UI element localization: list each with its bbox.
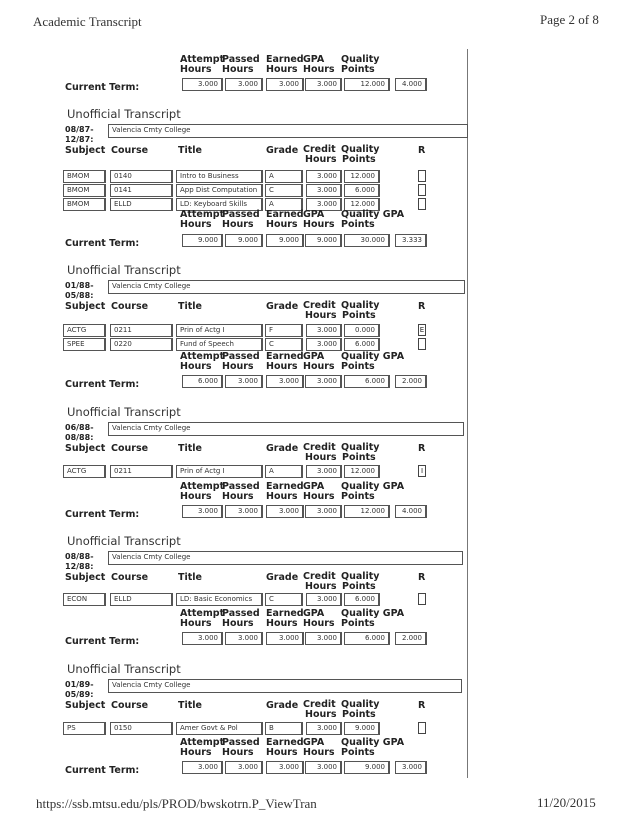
gpa-hours-header [303,55,335,75]
earned-hours-value: 3.000 [266,632,304,645]
quality-points-header [341,609,404,629]
gpa-hours-value: 3.000 [305,761,342,774]
section-title: Unofficial Transcript [67,662,181,676]
earned-hours-header-line: Hours [266,618,298,629]
attempt-hours-value: 3.000 [182,78,223,91]
passed-hours-header [222,55,260,75]
course-quality-points: 12.000 [344,465,380,478]
credit-hours-header-line: Hours [305,154,337,165]
quality-points-header [341,443,380,463]
current-term-label: Current Term: [65,636,140,647]
gpa-hours-value: 9.000 [305,234,342,247]
course-quality-points: 0.000 [344,324,380,337]
course-header: Course [111,700,149,711]
page-header-title: Academic Transcript [33,14,142,29]
institution-field: Valencia Cmty College [108,422,464,436]
gpa-hours-header-line: Hours [303,491,335,502]
attempt-hours-header [180,55,224,75]
quality-points-header [341,700,380,720]
term-dates [65,423,94,443]
course-header: Course [111,572,149,583]
quality-points-header-line: Points [342,452,376,463]
course-title: Intro to Business [176,170,263,183]
course-number: 0150 [110,722,173,735]
quality-points-value: 6.000 [344,632,390,645]
quality-points-header-line: Points [341,491,375,502]
quality-points-value: 12.000 [344,505,390,518]
passed-hours-header-line: Hours [222,618,254,629]
gpa-hours-header [303,352,335,372]
earned-hours-header-line: Hours [266,491,298,502]
course-credit-hours: 3.000 [306,465,342,478]
earned-hours-header-line: Earned [266,737,304,748]
course-header: Course [111,145,149,156]
quality-points-header [341,738,404,758]
quality-points-header-line: Quality GPA [341,608,405,619]
gpa-hours-header-line: GPA [303,737,325,748]
quality-points-header-line: Points [342,709,376,720]
quality-points-header-line: Quality [341,144,380,155]
subject-header: Subject [65,700,106,711]
current-term-label: Current Term: [65,379,140,390]
course-credit-hours: 3.000 [306,338,342,351]
gpa-hours-value: 3.000 [305,78,342,91]
quality-points-header-line: Quality [341,571,380,582]
credit-hours-header [303,443,337,463]
earned-hours-header-line: Earned [266,608,304,619]
term-date-line: 06/88- [65,423,94,432]
credit-hours-header-line: Hours [305,452,337,463]
course-quality-points: 6.000 [344,338,380,351]
attempt-hours-header [180,609,224,629]
course-subject: ECON [63,593,106,606]
gpa-hours-value: 3.000 [305,632,342,645]
gpa-hours-header-line: GPA [303,351,325,362]
term-date-line: 01/88- [65,281,94,290]
course-subject: ACTG [63,465,106,478]
passed-hours-header-line: Hours [222,491,254,502]
quality-points-header [341,352,404,372]
course-number: 0211 [110,465,173,478]
attempt-hours-header-line: Attempt [180,351,225,362]
r-header: R [418,443,426,454]
grade-header: Grade [266,145,299,156]
earned-hours-header [266,738,304,758]
attempt-hours-header-line: Hours [180,491,212,502]
credit-hours-header [303,700,337,720]
earned-hours-value: 9.000 [266,234,304,247]
course-credit-hours: 3.000 [306,170,342,183]
course-subject: BMOM [63,184,106,197]
quality-points-header-line: Quality GPA [341,737,405,748]
attempt-hours-header-line: Hours [180,618,212,629]
subject-header: Subject [65,145,106,156]
page-number: Page 2 of 8 [540,12,599,27]
title-header: Title [178,443,202,454]
credit-hours-header-line: Credit [303,300,336,311]
passed-hours-header-line: Hours [222,361,254,372]
quality-points-header-line: Quality [341,54,380,65]
footer-url[interactable]: https://ssb.mtsu.edu/pls/PROD/bwskotrn.P_ViewTran [36,796,317,811]
course-credit-hours: 3.000 [306,593,342,606]
course-grade: C [265,593,303,606]
course-header: Course [111,443,149,454]
gpa-hours-header-line: Hours [303,618,335,629]
term-date-line: 12/87: [65,135,94,144]
course-grade: F [265,324,303,337]
subject-header: Subject [65,301,106,312]
course-credit-hours: 3.000 [306,722,342,735]
gpa-hours-header-line: Hours [303,747,335,758]
repeat-indicator[interactable] [418,170,426,182]
gpa-hours-value: 3.000 [305,375,342,388]
attempt-hours-header-line: Attempt [180,209,225,220]
quality-points-header-line: Points [342,154,376,165]
subject-header: Subject [65,443,106,454]
passed-hours-header-line: Passed [222,54,260,65]
term-dates [65,680,94,700]
attempt-hours-header-line: Attempt [180,737,225,748]
passed-hours-header [222,738,260,758]
course-grade: A [265,465,303,478]
quality-points-value: 6.000 [344,375,390,388]
earned-hours-header [266,352,304,372]
quality-points-header [341,482,404,502]
earned-hours-header [266,210,304,230]
repeat-indicator[interactable]: I [418,465,426,477]
course-grade: C [265,184,303,197]
course-number: ELLD [110,198,173,211]
grade-header: Grade [266,572,299,583]
attempt-hours-header-line: Hours [180,64,212,75]
passed-hours-header [222,210,260,230]
quality-points-header [341,145,380,165]
quality-points-header-line: Quality [341,442,380,453]
term-dates [65,281,94,301]
earned-hours-header [266,55,304,75]
course-header: Course [111,301,149,312]
course-grade: B [265,722,303,735]
gpa-hours-header [303,609,335,629]
earned-hours-header-line: Hours [266,747,298,758]
quality-points-header-line: Points [341,747,375,758]
term-dates [65,552,94,572]
quality-points-header [341,210,404,230]
repeat-indicator[interactable] [418,593,426,605]
passed-hours-value: 9.000 [225,234,263,247]
quality-points-header [341,572,380,592]
passed-hours-header-line: Passed [222,209,260,220]
course-grade: C [265,338,303,351]
course-subject: PS [63,722,106,735]
credit-hours-header-line: Credit [303,571,336,582]
course-title: Fund of Speech [176,338,263,351]
quality-points-header-line: Points [342,581,376,592]
grade-header: Grade [266,301,299,312]
passed-hours-header [222,609,260,629]
earned-hours-header-line: Earned [266,351,304,362]
passed-hours-header-line: Hours [222,747,254,758]
earned-hours-header [266,609,304,629]
term-date-line: 05/89: [65,690,94,699]
quality-points-header-line: Quality GPA [341,351,405,362]
quality-points-header-line: Points [342,310,376,321]
section-title: Unofficial Transcript [67,405,181,419]
current-term-label: Current Term: [65,82,140,93]
term-dates [65,125,94,145]
course-number: 0140 [110,170,173,183]
section-title: Unofficial Transcript [67,107,181,121]
institution-field: Valencia Cmty College [108,551,463,565]
attempt-hours-header-line: Hours [180,361,212,372]
passed-hours-value: 3.000 [225,761,263,774]
gpa-hours-header-line: Hours [303,361,335,372]
course-number: 0141 [110,184,173,197]
subject-header: Subject [65,572,106,583]
passed-hours-value: 3.000 [225,78,263,91]
gpa-hours-header-line: Hours [303,64,335,75]
course-title: App Dist Computation [176,184,263,197]
r-header: R [418,145,426,156]
quality-points-header-line: Quality [341,699,380,710]
title-header: Title [178,572,202,583]
r-header: R [418,301,426,312]
passed-hours-value: 3.000 [225,505,263,518]
grade-header: Grade [266,443,299,454]
current-term-label: Current Term: [65,765,140,776]
quality-points-value: 9.000 [344,761,390,774]
passed-hours-value: 3.000 [225,375,263,388]
gpa-hours-value: 3.000 [305,505,342,518]
term-gpa-value: 3.333 [395,234,427,247]
attempt-hours-header-line: Hours [180,747,212,758]
course-number: 0211 [110,324,173,337]
repeat-indicator[interactable] [418,198,426,210]
course-title: Prin of Actg I [176,465,263,478]
repeat-indicator[interactable] [418,722,426,734]
term-date-line: 05/88: [65,291,94,300]
title-header: Title [178,700,202,711]
attempt-hours-header [180,482,224,502]
course-subject: SPEE [63,338,106,351]
section-title: Unofficial Transcript [67,534,181,548]
course-grade: A [265,198,303,211]
earned-hours-header [266,482,304,502]
quality-points-value: 12.000 [344,78,390,91]
footer-date: 11/20/2015 [537,795,596,810]
term-gpa-value: 4.000 [395,78,427,91]
credit-hours-header-line: Hours [305,709,337,720]
credit-hours-header-line: Credit [303,144,336,155]
earned-hours-value: 3.000 [266,78,304,91]
credit-hours-header-line: Hours [305,581,337,592]
course-quality-points: 6.000 [344,184,380,197]
current-term-label: Current Term: [65,509,140,520]
attempt-hours-header-line: Attempt [180,481,225,492]
course-grade: A [265,170,303,183]
course-quality-points: 12.000 [344,170,380,183]
quality-points-header-line: Points [341,64,375,75]
course-credit-hours: 3.000 [306,198,342,211]
gpa-hours-header-line: GPA [303,608,325,619]
earned-hours-value: 3.000 [266,761,304,774]
attempt-hours-value: 3.000 [182,632,223,645]
quality-points-header-line: Quality GPA [341,481,405,492]
current-term-label: Current Term: [65,238,140,249]
course-quality-points: 12.000 [344,198,380,211]
repeat-indicator[interactable]: E [419,326,425,334]
course-number: ELLD [110,593,173,606]
attempt-hours-header-line: Attempt [180,608,225,619]
passed-hours-header-line: Passed [222,737,260,748]
course-title: Amer Govt & Pol [176,722,263,735]
repeat-indicator[interactable] [418,184,426,196]
term-gpa-value: 2.000 [395,375,427,388]
passed-hours-header-line: Hours [222,64,254,75]
quality-points-header-line: Quality GPA [341,209,405,220]
gpa-hours-header-line: Hours [303,219,335,230]
quality-points-header-line: Quality [341,300,380,311]
institution-field: Valencia Cmty College [108,679,462,693]
earned-hours-header-line: Earned [266,209,304,220]
earned-hours-value: 3.000 [266,375,304,388]
term-date-line: 12/88: [65,562,94,571]
attempt-hours-header [180,352,224,372]
attempt-hours-header [180,210,224,230]
course-quality-points: 6.000 [344,593,380,606]
quality-points-header-line: Points [341,219,375,230]
passed-hours-header [222,482,260,502]
gpa-hours-header-line: GPA [303,481,325,492]
quality-points-header-line: Points [341,361,375,372]
section-title: Unofficial Transcript [67,263,181,277]
gpa-hours-header-line: GPA [303,54,325,65]
term-date-line: 08/88- [65,552,94,561]
gpa-hours-header [303,738,335,758]
credit-hours-header [303,301,337,321]
course-title: LD: Keyboard Skills [176,198,263,211]
repeat-indicator[interactable] [418,338,426,350]
attempt-hours-value: 3.000 [182,761,223,774]
quality-points-header-line: Points [341,618,375,629]
course-subject: BMOM [63,170,106,183]
passed-hours-value: 3.000 [225,632,263,645]
attempt-hours-value: 3.000 [182,505,223,518]
attempt-hours-header-line: Attempt [180,54,225,65]
r-header: R [418,700,426,711]
credit-hours-header-line: Hours [305,310,337,321]
title-header: Title [178,145,202,156]
earned-hours-header-line: Hours [266,361,298,372]
gpa-hours-header-line: GPA [303,209,325,220]
credit-hours-header-line: Credit [303,699,336,710]
passed-hours-header-line: Passed [222,608,260,619]
course-subject: ACTG [63,324,106,337]
attempt-hours-header-line: Hours [180,219,212,230]
credit-hours-header [303,145,337,165]
course-subject: BMOM [63,198,106,211]
course-title: Prin of Actg I [176,324,263,337]
gpa-hours-header [303,482,335,502]
earned-hours-header-line: Earned [266,481,304,492]
passed-hours-header-line: Passed [222,351,260,362]
term-date-line: 08/87- [65,125,94,134]
passed-hours-header-line: Passed [222,481,260,492]
page-divider [467,49,468,778]
term-date-line: 01/89- [65,680,94,689]
attempt-hours-value: 6.000 [182,375,223,388]
course-number: 0220 [110,338,173,351]
course-credit-hours: 3.000 [306,184,342,197]
credit-hours-header [303,572,337,592]
earned-hours-header-line: Earned [266,54,304,65]
attempt-hours-value: 9.000 [182,234,223,247]
course-credit-hours: 3.000 [306,324,342,337]
course-title: LD: Basic Economics [176,593,263,606]
earned-hours-value: 3.000 [266,505,304,518]
earned-hours-header-line: Hours [266,219,298,230]
gpa-hours-header [303,210,335,230]
institution-field: Valencia Cmty College [108,124,468,138]
quality-points-header [341,55,380,75]
passed-hours-header [222,352,260,372]
course-quality-points: 9.000 [344,722,380,735]
title-header: Title [178,301,202,312]
earned-hours-header-line: Hours [266,64,298,75]
term-gpa-value: 4.000 [395,505,427,518]
r-header: R [418,572,426,583]
attempt-hours-header [180,738,224,758]
institution-field: Valencia Cmty College [108,280,465,294]
credit-hours-header-line: Credit [303,442,336,453]
term-date-line: 08/88: [65,433,94,442]
quality-points-value: 30.000 [344,234,390,247]
grade-header: Grade [266,700,299,711]
passed-hours-header-line: Hours [222,219,254,230]
term-gpa-value: 2.000 [395,632,427,645]
term-gpa-value: 3.000 [395,761,427,774]
quality-points-header [341,301,380,321]
